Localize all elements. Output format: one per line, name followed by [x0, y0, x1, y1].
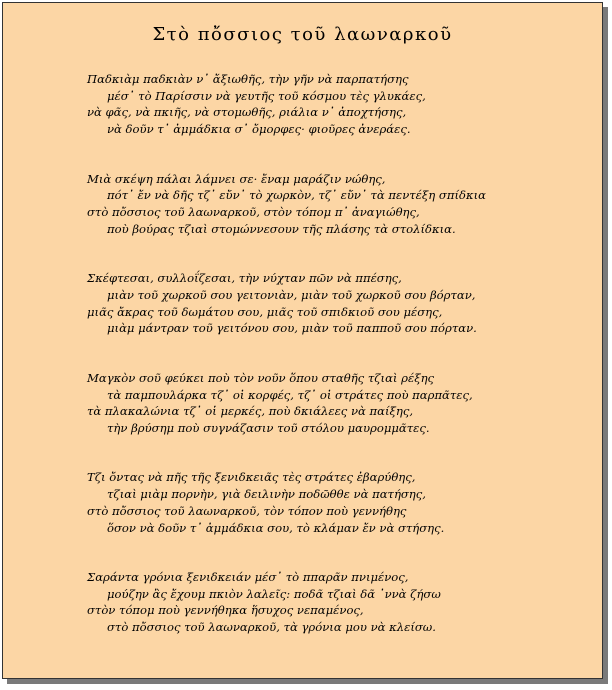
poem-title: Στὸ πὄσσιος τοῦ λαωναρκοῦ: [152, 24, 453, 45]
poem-line: μούζην ἂς ἔχουμ πκιὸν λαλεῖς: ποδᾶ τζιαὶ δᾶ ᾽ννὰ ζήσω: [107, 586, 441, 601]
poem-line: Τζι ὄντας νὰ πῆς τῆς ξενιδκειᾶς τὲς στράτες ἐβαρύθης,: [87, 470, 416, 485]
poem-line: Μαγκὸν σοῦ φεύκει ποὺ τὸν νοῦν ὅπου σταθῆς τζιαὶ ρέξης: [87, 370, 435, 385]
poem-line: Παδκιὰμ παδκιὰν ν᾽ ἄξιωθῆς, τὴν γῆν νὰ παρπατήσης: [87, 72, 409, 86]
poem-line: μιὰν τοῦ χωρκοῦ σου γειτονιὰν, μιὰν τοῦ χωρκοῦ σου βόρταν,: [107, 287, 476, 302]
poem-line: τὰ πλακαλώνια τζ᾽ οἱ μερκές, ποὺ δκιάλεες νὰ παίξης,: [87, 404, 414, 419]
poem-line: στὸ πὄσσιος τοῦ λαωναρκοῦ, στὸν τόπομ π᾽ ἀναγιώθης,: [87, 205, 420, 220]
poem-line: τὴν βρύσημ ποὺ συγνάζασιν τοῦ στόλου μαυρομμᾶτες.: [107, 420, 430, 435]
poem-line: ποὺ βούρας τζιαὶ στομώννεσουν τῆς πλάσης τὰ στολίδκια.: [107, 221, 456, 236]
poem-body: [87, 71, 596, 669]
stanza-1: [87, 71, 596, 138]
poem-line: μιὰμ μάντραν τοῦ γειτόνου σου, μιὰν τοῦ παπποῦ σου πόρταν.: [107, 321, 477, 336]
poem-line: στὸ πὄσσιος τοῦ λαωναρκοῦ, τὰ γρόνια μου νὰ κλείσω.: [107, 620, 436, 635]
stanza-2: [87, 171, 596, 238]
stanza-4: [87, 370, 596, 437]
stanza-6: [87, 569, 596, 636]
poem-line: Σκέφτεσαι, συλλοΐζεσαι, τὴν νύχταν πῶν νὰ ππέσης,: [87, 271, 402, 286]
poem-line: τζιαὶ μιὰμ πορνὴν, γιὰ δειλινὴν ποδῶθθε νὰ πατήσης,: [107, 487, 426, 502]
poem-line: ὅσον νὰ δοῦν τ᾽ ἀμμάδκια σου, τὸ κλάμαν ἔν νὰ στήσης.: [107, 520, 445, 535]
poem-line: μιᾶς ἄκρας τοῦ δωμάτου σου, μιᾶς τοῦ σπιδκιοῦ σου μέσης,: [87, 304, 443, 319]
poem-line: τὰ παμπουλάρκα τζ᾽ οἱ κορφές, τζ᾽ οἱ στράτες ποὺ παρπᾶτες,: [107, 387, 473, 402]
poem-line: Σαράντα γρόνια ξενιδκειάν μέσ᾽ τὸ ππαρᾶν πνιμένος,: [87, 570, 409, 585]
poem-page: [2, 2, 603, 679]
stanza-3: [87, 270, 596, 337]
poem-line: Μιὰ σκέψη πάλαι λάμνει σε· ἔναμ μαράζιν νώθης,: [87, 171, 386, 186]
poem-line: πότ᾽ ἔν νὰ δῆς τζ᾽ εὔν᾽ τὸ χωρκὸν, τζ᾽ εὔν᾽ τὰ πεντέξη σπίδκια: [107, 188, 486, 203]
poem-line: στὸ πὄσσιος τοῦ λαωναρκοῦ, τὸν τόπον ποὺ γεννήθης: [87, 503, 407, 518]
poem-line: νὰ φᾶς, νὰ πκιῆς, νὰ στομωθῆς, ριάλια ν᾽ ἀποχτήσης,: [87, 105, 407, 120]
poem-line: στὸν τόπομ ποὺ γεννήθηκα ἥσυχος νεπαμένος,: [87, 603, 364, 618]
poem-line: νὰ δοῦν τ᾽ ἀμμάδκια σ᾽ ὄμορφες· φιοῦρες ἀνεράες.: [107, 122, 411, 137]
poem-line: μέσ᾽ τὸ Παρίσσιν νὰ γευτῆς τοῦ κόσμου τὲς γλυκάες,: [107, 88, 426, 103]
stanza-5: [87, 469, 596, 536]
